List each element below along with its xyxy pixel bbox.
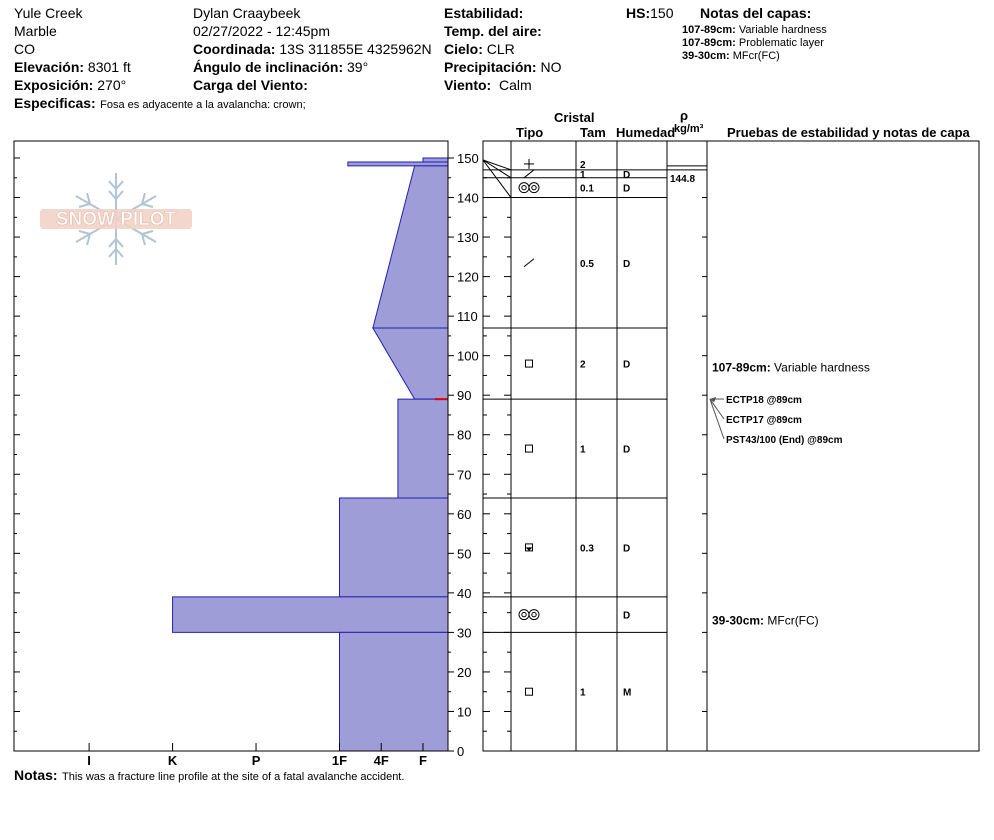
- hs-label: HS:: [626, 5, 651, 21]
- y-tick-label-120: 120: [457, 269, 479, 285]
- layer-note-1: 39-30cm: MFcr(FC): [712, 613, 819, 628]
- hardness-segment-2: [373, 166, 448, 328]
- test-label-2: PST43/100 (End) @89cm: [726, 435, 843, 446]
- y-tick-label-40: 40: [457, 585, 472, 601]
- y-tick-label-140: 140: [457, 190, 479, 206]
- layer-moisture-8: M: [623, 687, 632, 699]
- logo-text: SNOW PILOT: [55, 209, 177, 230]
- density-value-0: 144.8: [670, 173, 696, 185]
- y-tick-label-100: 100: [457, 348, 479, 364]
- layer-size-0: 2: [580, 159, 586, 171]
- layer-size-3: 0.5: [580, 258, 594, 270]
- layer-note-1: 107-89cm: Variable hardness: [682, 24, 827, 36]
- x-tick-label-1F: 1F: [331, 753, 348, 768]
- y-tick-label-150: 150: [457, 151, 479, 166]
- hardness-segment-1: [348, 162, 448, 166]
- hs-value: 150: [650, 5, 674, 21]
- layer-size-5: 1: [580, 444, 586, 456]
- layer-size-4: 2: [580, 359, 586, 371]
- slope-value: 39°: [347, 59, 369, 75]
- hardness-profile: [173, 158, 448, 751]
- hardness-segment-6: [173, 597, 448, 633]
- area: Marble: [14, 23, 57, 39]
- test-label-1: ECTP17 @89cm: [726, 415, 802, 426]
- layer-size-8: 1: [580, 687, 586, 699]
- col-size: Tam: [580, 125, 606, 140]
- crystal-square-icon: [526, 445, 533, 452]
- wind-load-label: Carga del Viento:: [193, 77, 308, 93]
- layer-moisture-1: D: [623, 169, 631, 181]
- y-tick-label-60: 60: [457, 506, 472, 522]
- crystal-square-icon: [526, 360, 533, 367]
- specifics-value: Fosa es adyacente a la avalancha: crown;: [100, 99, 306, 111]
- wind-label: Viento:: [444, 77, 492, 93]
- x-tick-label-I: I: [87, 753, 91, 768]
- hardness-segment-5: [340, 498, 449, 597]
- layer-note-2: 107-89cm: Problematic layer: [682, 37, 824, 49]
- precip-label: Precipitación:: [444, 59, 537, 75]
- y-tick-label-50: 50: [457, 546, 472, 562]
- hardness-segment-7: [340, 632, 449, 751]
- elevation-label: Elevación:: [14, 59, 85, 75]
- col-crystal: Cristal: [554, 110, 595, 125]
- layer-moisture-4: D: [623, 359, 631, 371]
- layer-note-3: 39-30cm: MFcr(FC): [682, 50, 780, 62]
- col-rho: ρ: [680, 108, 689, 123]
- wind-value: Calm: [498, 77, 532, 93]
- layer-size-2: 0.1: [580, 183, 594, 195]
- layer-notes-title: Notas del capas:: [700, 5, 812, 21]
- y-tick-label-0: 0: [457, 744, 465, 759]
- notes-value: This was a fracture line profile at the site of a fatal avalanche accident.: [62, 771, 405, 783]
- layer-moisture-3: D: [623, 258, 631, 270]
- observer: Dylan Craaybeek: [193, 5, 301, 21]
- y-tick-label-80: 80: [457, 427, 472, 443]
- crystal-double-circle-icon: [519, 183, 539, 193]
- col-density-unit: kg/m³: [674, 123, 704, 135]
- hardness-segment-0: [423, 158, 448, 162]
- notes-label: Notas:: [14, 767, 58, 783]
- test-arrow-2: [710, 399, 724, 439]
- crystal-plus-icon: [524, 159, 534, 169]
- y-tick-label-20: 20: [457, 664, 472, 680]
- x-tick-label-4F: 4F: [373, 753, 389, 768]
- layer-size-6: 0.3: [580, 543, 594, 555]
- snowpilot-logo: [40, 173, 192, 265]
- table-frame: [483, 141, 979, 751]
- crystal-slash-icon: [524, 170, 534, 178]
- slope-label: Ángulo de inclinación:: [193, 59, 344, 75]
- crystal-slash-icon: [524, 259, 534, 267]
- hardness-segment-3: [373, 328, 448, 399]
- precip-value: NO: [540, 59, 562, 75]
- sky-label: Cielo:: [444, 41, 483, 57]
- stability-label: Estabilidad:: [444, 5, 524, 21]
- layer-moisture-5: D: [623, 444, 631, 456]
- sky-value: CLR: [486, 41, 515, 57]
- layer-note-0: 107-89cm: Variable hardness: [712, 360, 870, 375]
- crystal-square-icon: [526, 688, 533, 695]
- hardness-segment-4: [398, 399, 448, 498]
- layer-moisture-2: D: [623, 183, 631, 195]
- crystal-double-circle-icon: [519, 610, 539, 620]
- location: Yule Creek: [14, 5, 83, 21]
- x-tick-label-K: K: [167, 753, 178, 768]
- y-tick-label-130: 130: [457, 230, 479, 246]
- aspect-value: 270°: [97, 77, 127, 93]
- datetime: 02/27/2022 - 12:45pm: [193, 23, 330, 39]
- col-tests: Pruebas de estabilidad y notas de capa: [727, 125, 970, 140]
- layer-table: [483, 141, 979, 751]
- x-tick-label-F: F: [418, 753, 427, 768]
- air-temp-label: Temp. del aire:: [444, 23, 542, 39]
- coord-value: 13S 311855E 4325962N: [279, 41, 432, 57]
- col-moisture: Humedad: [616, 125, 676, 140]
- test-arrow-1: [710, 399, 724, 419]
- state: CO: [14, 41, 35, 57]
- aspect-label: Exposición:: [14, 77, 94, 93]
- test-label-0: ECTP18 @89cm: [726, 395, 802, 406]
- specifics-label: Especificas:: [14, 95, 96, 111]
- layer-size-1: 1: [580, 169, 586, 181]
- y-tick-label-70: 70: [457, 467, 472, 483]
- x-tick-label-P: P: [251, 753, 261, 768]
- layer-moisture-6: D: [623, 543, 631, 555]
- layer-moisture-7: D: [623, 610, 631, 622]
- col-type: Tipo: [516, 125, 544, 140]
- crystal-mixed-icon: [526, 544, 533, 551]
- y-tick-label-90: 90: [457, 388, 472, 404]
- elevation-value: 8301 ft: [87, 59, 131, 75]
- y-tick-label-10: 10: [457, 704, 472, 720]
- fan-line-2: [483, 160, 511, 198]
- coord-label: Coordinada:: [193, 41, 276, 57]
- y-tick-label-30: 30: [457, 625, 472, 641]
- y-tick-label-110: 110: [457, 309, 478, 325]
